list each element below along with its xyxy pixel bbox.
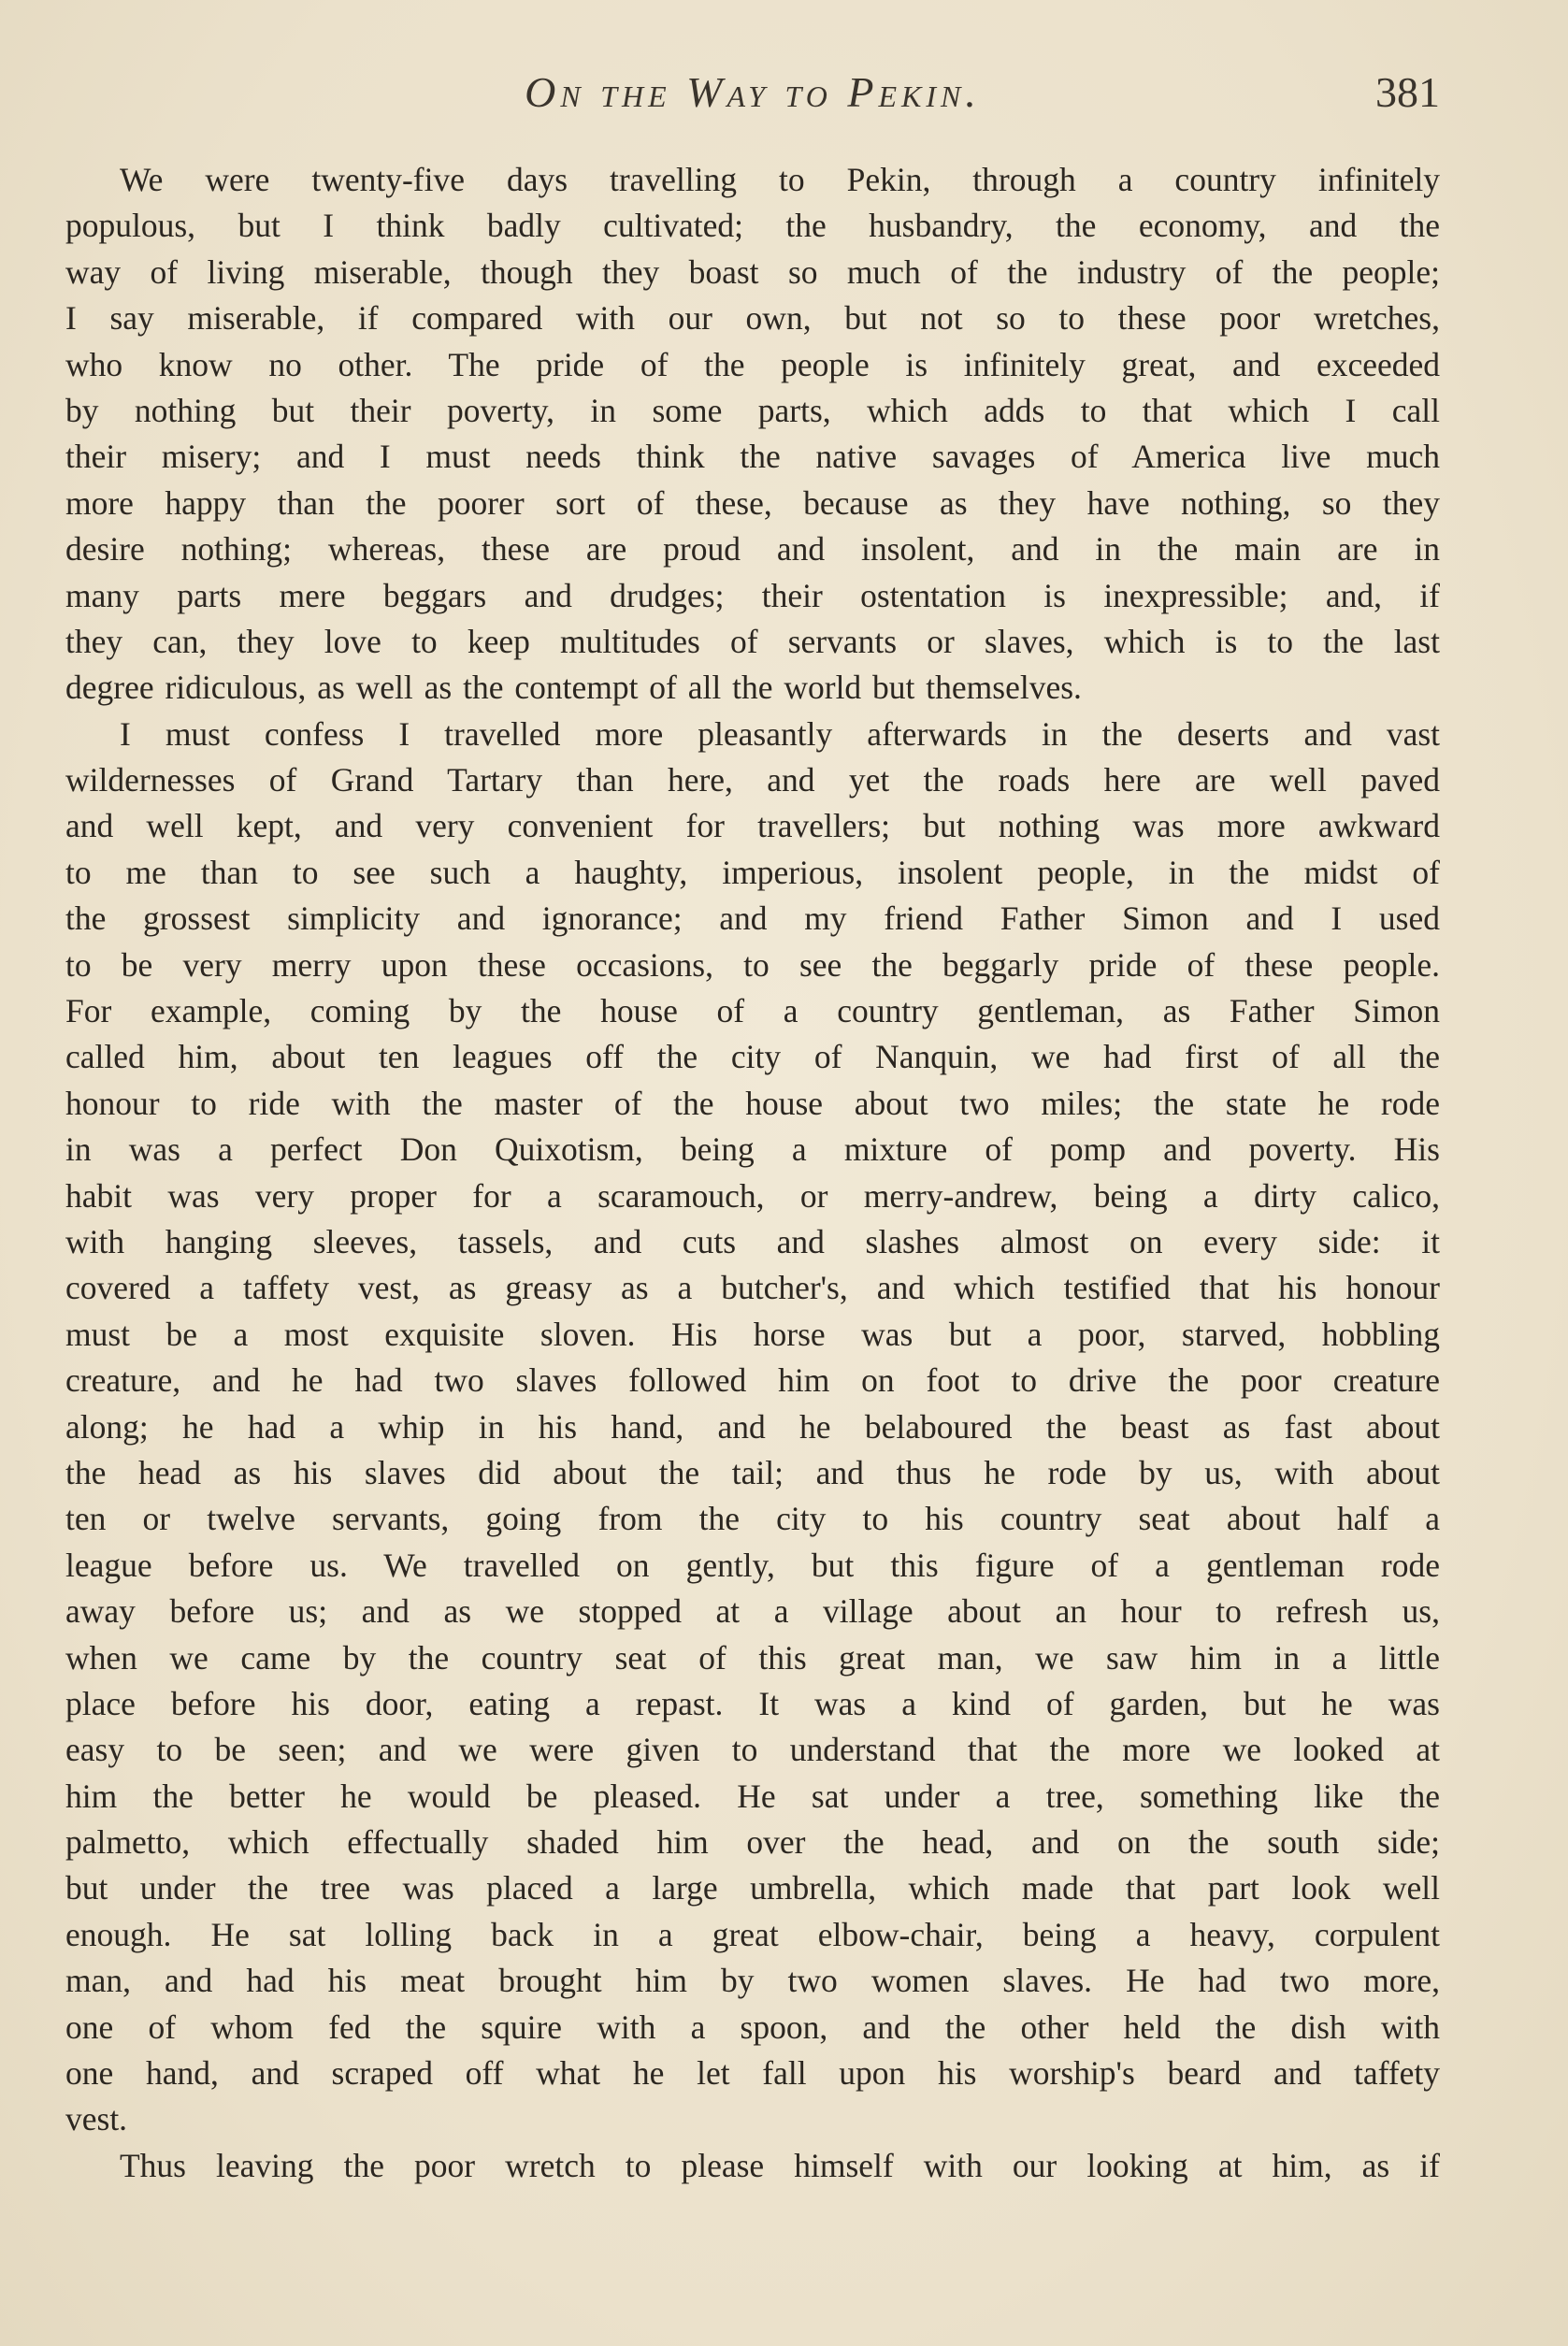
text-line: I say miserable, if compared with our own, but not so to these poor wretches,: [65, 299, 1440, 338]
text-line: to me than to see such a haughty, imperious, insolent people, in the midst of: [65, 853, 1440, 891]
text-line: when we came by the country seat of this great man, we saw him in a little: [65, 1638, 1440, 1677]
text-line: wildernesses of Grand Tartary than here, and yet the roads here are well paved: [65, 761, 1440, 799]
text-line: league before us. We travelled on gently, but this figure of a gentleman rode: [65, 1546, 1440, 1584]
text-line: and well kept, and very convenient for travellers; but nothing was more awkward: [65, 807, 1440, 845]
text-line: called him, about ten leagues off the city of Nanquin, we had first of all the: [65, 1038, 1440, 1076]
text-line: their misery; and I must needs think the native savages of America live much: [65, 438, 1440, 476]
text-line: away before us; and as we stopped at a village about an hour to refresh us,: [65, 1592, 1440, 1631]
text-line: Thus leaving the poor wretch to please himself with our looking at him, as if: [120, 2146, 1440, 2184]
text-line: desire nothing; whereas, these are proud and insolent, and in the main are in: [65, 530, 1440, 569]
text-line: creature, and he had two slaves followed him on foot to drive the poor creature: [65, 1361, 1440, 1400]
text-line: honour to ride with the master of the house about two miles; the state he rode: [65, 1084, 1440, 1122]
text-line: must be a most exquisite sloven. His horse was but a poor, starved, hobbling: [65, 1315, 1440, 1353]
text-line: who know no other. The pride of the people is infinitely great, and exceeded: [65, 345, 1440, 383]
text-line: palmetto, which effectually shaded him over the head, and on the south side;: [65, 1823, 1440, 1862]
text-line: vest.: [65, 2100, 128, 2138]
text-line: For example, coming by the house of a country gentleman, as Father Simon: [65, 992, 1440, 1030]
text-line: one hand, and scraped off what he let fall upon his worship's beard and taffety: [65, 2054, 1440, 2093]
text-line: with hanging sleeves, tassels, and cuts and slashes almost on every side: it: [65, 1222, 1440, 1260]
text-line: easy to be seen; and we were given to understand that the more we looked at: [65, 1731, 1440, 1769]
text-line: enough. He sat lolling back in a great elbow-chair, being a heavy, corpulent: [65, 1915, 1440, 1953]
running-head: [65, 67, 1440, 133]
text-line: man, and had his meat brought him by two women slaves. He had two more,: [65, 1962, 1440, 2000]
text-line: they can, they love to keep multitudes of servants or slaves, which is to the last: [65, 622, 1440, 660]
text-line: covered a taffety vest, as greasy as a butcher's, and which testified that his honour: [65, 1269, 1440, 1307]
text-line: the grossest simplicity and ignorance; and my friend Father Simon and I used: [65, 900, 1440, 938]
page-number: 381: [1375, 68, 1440, 116]
text-line: but under the tree was placed a large umbrella, which made that part look well: [65, 1869, 1440, 1907]
text-line: I must confess I travelled more pleasantly afterwards in the deserts and vast: [120, 714, 1440, 753]
text-line: degree ridiculous, as well as the contempt of all the world but themselves.: [65, 669, 1082, 707]
text-line: by nothing but their poverty, in some parts, which adds to that which I call: [65, 391, 1440, 429]
body-text: [65, 157, 1440, 2189]
text-line: ten or twelve servants, going from the city to his country seat about half a: [65, 1500, 1440, 1538]
text-line: place before his door, eating a repast. It was a kind of garden, but he was: [65, 1684, 1440, 1722]
text-line: one of whom fed the squire with a spoon, and the other held the dish with: [65, 2008, 1440, 2046]
text-line: many parts mere beggars and drudges; their ostentation is inexpressible; and, if: [65, 576, 1440, 614]
text-line: him the better he would be pleased. He sat under a tree, something like the: [65, 1777, 1440, 1815]
text-line: the head as his slaves did about the tail; and thus he rode by us, with about: [65, 1453, 1440, 1491]
running-title: On the Way to Pekin.: [525, 68, 981, 116]
text-line: habit was very proper for a scaramouch, or merry-andrew, being a dirty calico,: [65, 1176, 1440, 1215]
text-line: way of living miserable, though they boast so much of the industry of the people;: [65, 252, 1440, 291]
text-line: to be very merry upon these occasions, to see the beggarly pride of these people.: [65, 945, 1440, 984]
text-line: in was a perfect Don Quixotism, being a mixture of pomp and poverty. His: [65, 1130, 1440, 1169]
text-line: We were twenty-five days travelling to Pekin, through a country infinitely: [120, 161, 1440, 198]
text-line: along; he had a whip in his hand, and he belaboured the beast as fast about: [65, 1407, 1440, 1446]
text-line: populous, but I think badly cultivated; the husbandry, the economy, and the: [65, 207, 1440, 245]
text-line: more happy than the poorer sort of these, because as they have nothing, so they: [65, 483, 1440, 522]
